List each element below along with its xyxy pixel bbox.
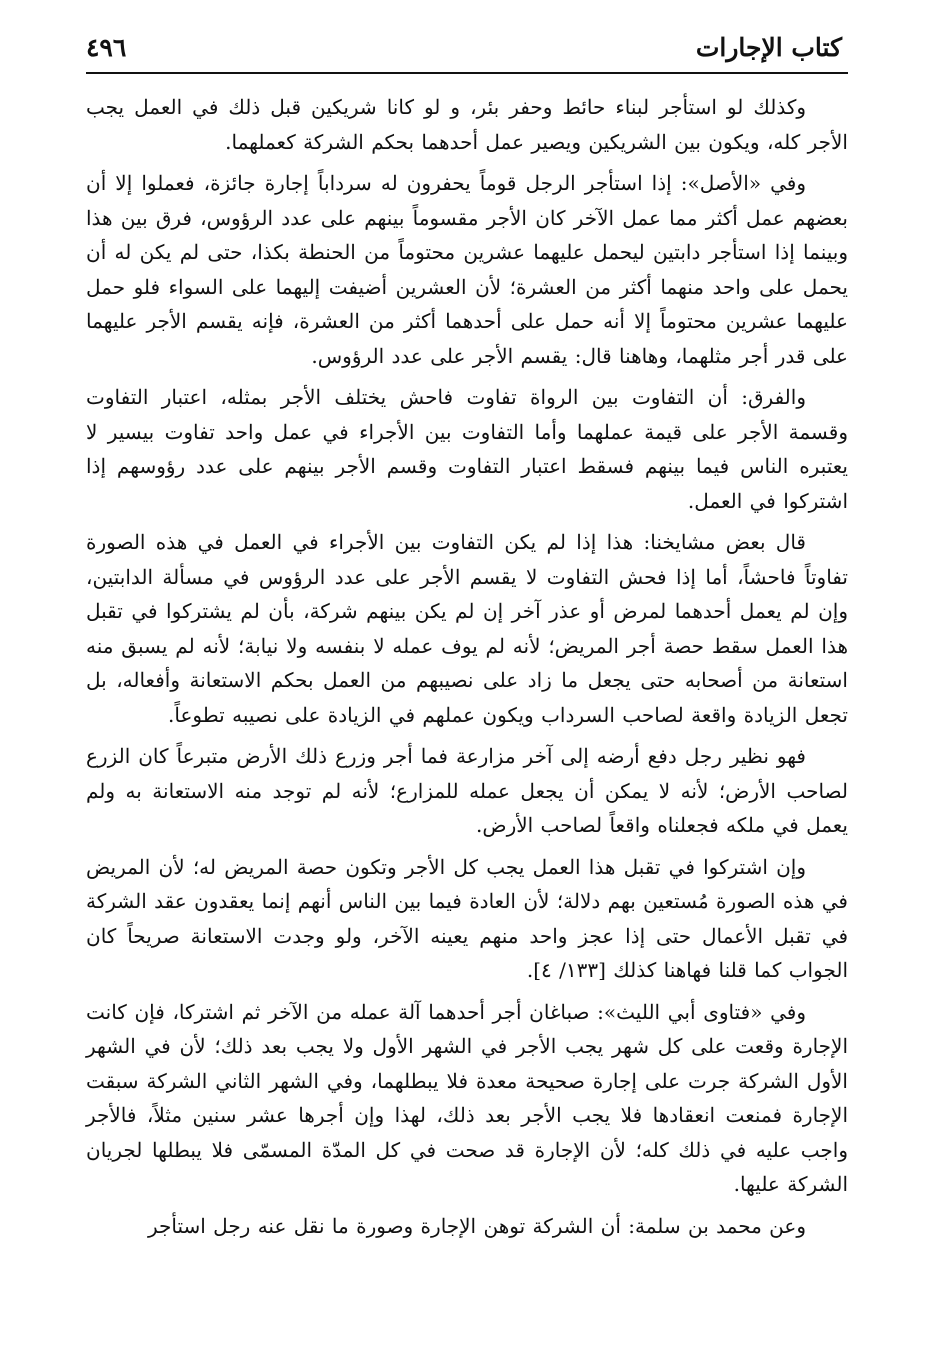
paragraph: والفرق: أن التفاوت بين الرواة تفاوت فاحش يختلف الأجر بمثله، اعتبار التفاوت وقسمة الأجر على قيمة عملهما وأما التفاوت بين الأجراء في عمل واحد تفاوت بيسير لا يعتبره الناس فيما بينهم فسقط اعتبار التفاوت وقسم الأجر بينهم على عدد رؤوسهم إذا اشتركوا في العمل. bbox=[86, 385, 848, 513]
paragraph: وعن محمد بن سلمة: أن الشركة توهن الإجارة وصورة ما نقل عنه رجل استأجر bbox=[147, 1213, 806, 1238]
book-title: كتاب الإجارات bbox=[695, 33, 842, 62]
paragraph: وإن اشتركوا في تقبل هذا العمل يجب كل الأجر وتكون حصة المريض له؛ لأن المريض في هذه الصورة مُستعين بهم دلالة؛ لأن العادة فيما بين الناس أنهم إنما يعقدون عقد الشركة في تقبل الأعمال حتى إذا عجز واحد منهم يعينه الآخر، ولو وجدت الاستعانة صريحاً كان الجواب كما قلنا فهاهنا كذلك [١٣٣/ ٤]. bbox=[86, 854, 848, 982]
paragraph: وفي «الأصل»: إذا استأجر الرجل قوماً يحفرون له سرداباً إجارة جائزة، فعملوا إلا أن بعضهم عمل أكثر مما عمل الآخر كان الأجر مقسوماً بينهم على عدد الرؤوس، فرق بين هذا وبينما إذا استأجر دابتين ليحمل عليهما عشرين محتوماً من الحنطة بكذا، حتى لم يكن له أن يحمل على واحد منهما أكثر من العشرة؛ لأن العشرين أضيفت إليهما على السواء فلو حمل عليهما عشرين محتوماً إلا أنه حمل على أحدهما أكثر من العشرة، فإنه يقسم الأجر عليهما على قدر أجر مثلهما، وهاهنا قال: يقسم الأجر على عدد الرؤوس. bbox=[86, 171, 848, 368]
page-body bbox=[86, 90, 848, 1243]
paragraph: فهو نظير رجل دفع أرضه إلى آخر مزارعة فما أجر وزرع ذلك الأرض متبرعاً كان الزرع لصاحب الأرض؛ لأنه لا يمكن أن يجعل عمله للمزارع؛ لأنه لم توجد منه الاستعانة به ولم يعمل في ملكه فجعلناه واقعاً لصاحب الأرض. bbox=[86, 744, 848, 837]
paragraph: قال بعض مشايخنا: هذا إذا لم يكن التفاوت بين الأجراء في العمل في هذه الصورة تفاوتاً فاحشاً، أما إذا فحش التفاوت لا يقسم الأجر على عدد الرؤوس في مسألة الدابتين، وإن لم يعمل أحدهما لمرض أو عذر آخر إن لم يكن بينهم شركة، بأن لم يشتركوا في تقبل هذا العمل سقط حصة أجر المريض؛ لأنه لم يوف عمله لا بنفسه ولا نيابة؛ لأنه لم يسبق منه استعانة من أصحابه حتى يجعل ما زاد على نصيبهم من العمل بحكم الاستعانة وأفعاله، بل تجعل الزيادة واقعة لصاحب السرداب ويكون عملهم في الزيادة على نصيبه تطوعاً. bbox=[86, 530, 849, 727]
page-number: ٤٩٦ bbox=[86, 33, 127, 62]
page-header bbox=[86, 26, 848, 74]
paragraph: وكذلك لو استأجر لبناء حائط وحفر بئر، و لو كانا شريكين قبل ذلك في العمل يجب الأجر كله، ويكون بين الشريكين ويصير عمل أحدهما بحكم الشركة كعملهما. bbox=[86, 95, 848, 154]
paragraph: وفي «فتاوى أبي الليث»: صباغان أجر أحدهما آلة عمله من الآخر ثم اشتركا، فإن كانت الإجارة وقعت على كل شهر يجب الأجر في الشهر الأول ولا يجب بعد ذلك؛ لأن في الشهر الأول الشركة جرت على إجارة صحيحة معدة فلا يبطلهما، وفي الشهر الثاني الشركة سبقت الإجارة فمنعت انعقادها فلا يجب الأجر بعد ذلك، لهذا وإن أجرها عشر سنين مثلاً، فالأجر واجب عليه في ذلك كله؛ لأن الإجارة قد صحت في كل المدّة المسمّى فلا يبطلها لجريان الشركة عليها. bbox=[86, 999, 848, 1196]
